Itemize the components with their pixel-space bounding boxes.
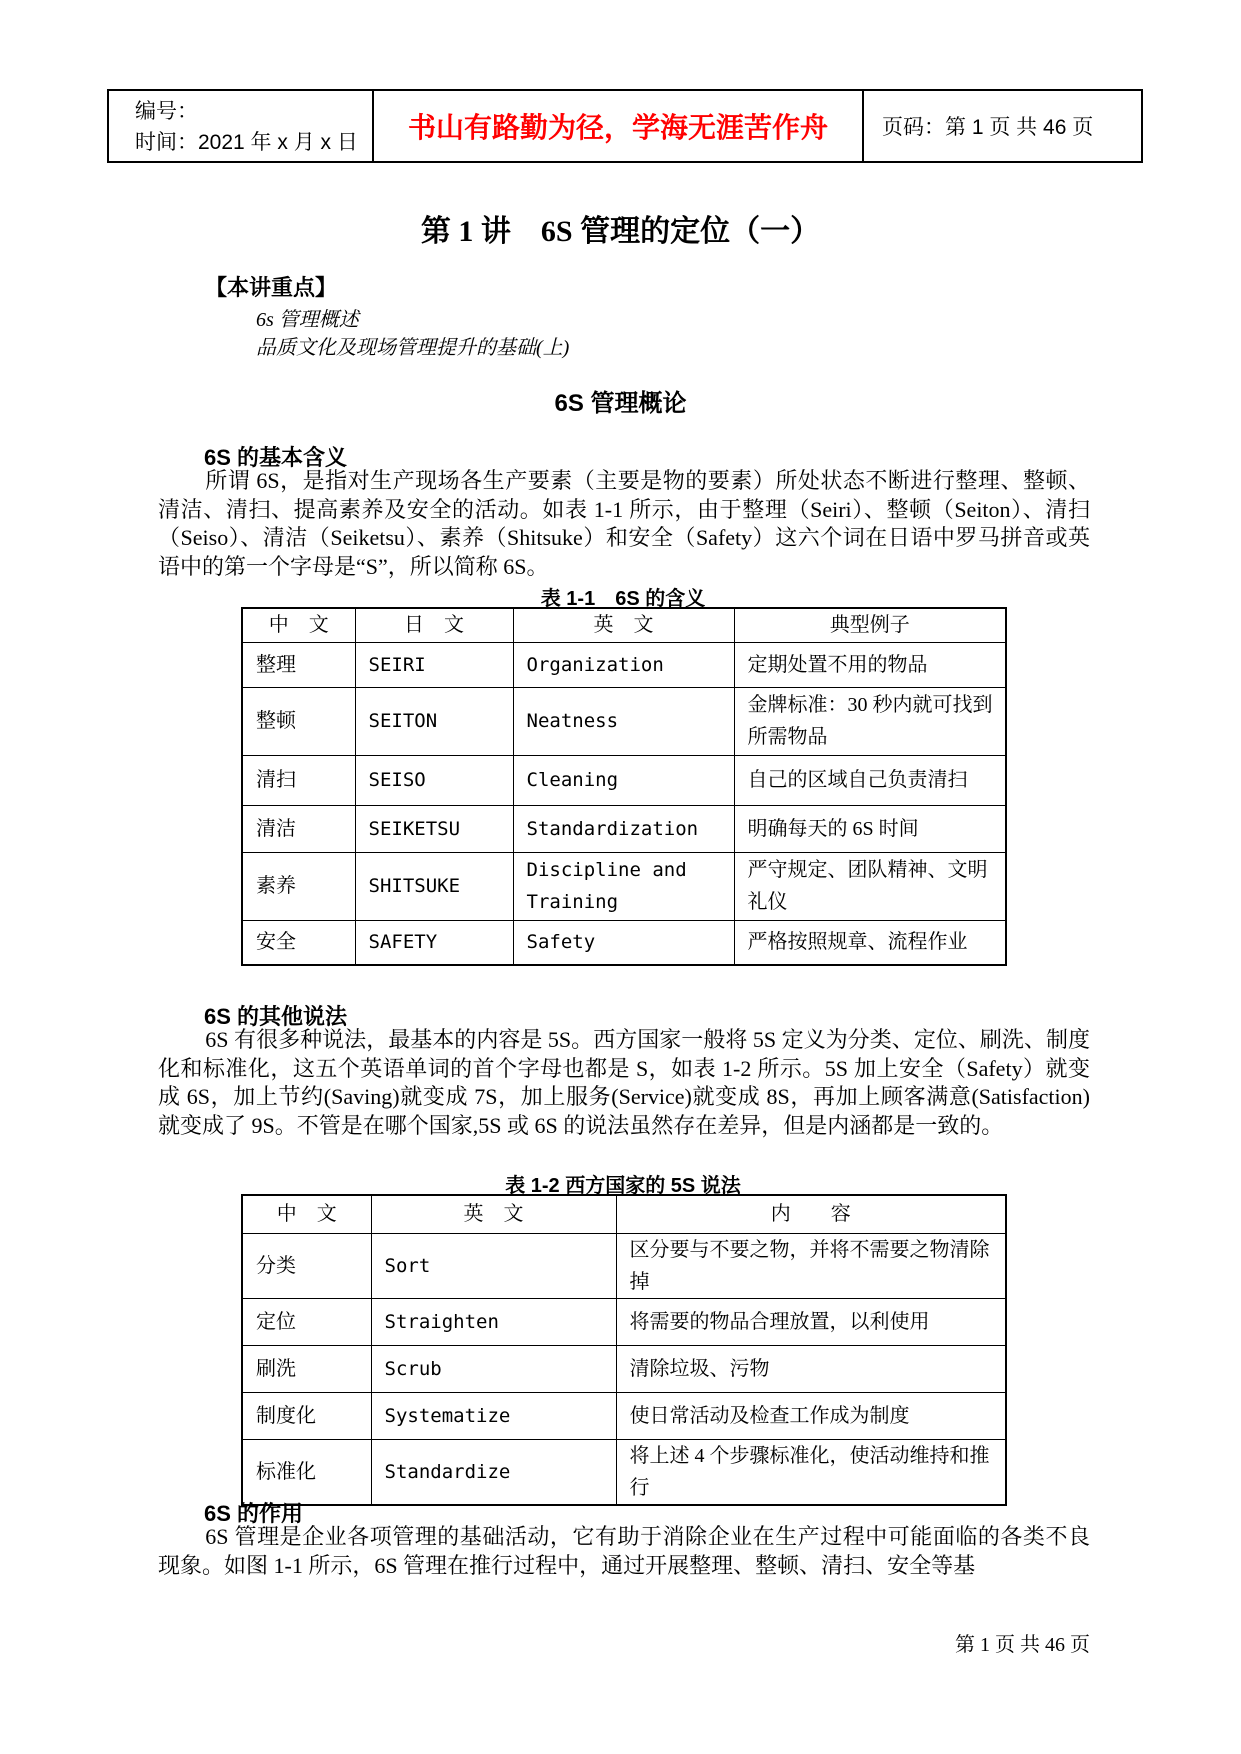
table-cell: SEITON	[355, 687, 513, 755]
table1-caption: 表 1-1 6S 的含义	[540, 588, 706, 610]
table-cell: 将上述 4 个步骤标准化，使活动维持和推行	[616, 1439, 1006, 1505]
table-cell: SEIRI	[355, 642, 513, 687]
table-cell: 严格按照规章、流程作业	[734, 920, 1006, 965]
header-slogan: 书山有路勤为径，学海无涯苦作舟	[407, 112, 828, 143]
table-row	[242, 920, 1006, 965]
table-cell: Neatness	[513, 687, 734, 755]
table-cell: Cleaning	[513, 755, 734, 805]
table-row	[242, 1439, 1006, 1505]
highlight-item: 品质文化及现场管理提升的基础(上)	[256, 337, 570, 359]
table-row	[242, 755, 1006, 805]
lecture-highlights-heading: 【本讲重点】	[205, 275, 338, 300]
table-cell: 严守规定、团队精神、文明礼仪	[734, 852, 1006, 920]
table-cell: Discipline and Training	[513, 852, 734, 920]
table-header-cell: 中 文	[242, 1195, 371, 1233]
table-cell: Organization	[513, 642, 734, 687]
table-6s-meaning	[241, 607, 1007, 966]
section-heading-basic-meaning: 6S 的基本含义	[204, 445, 348, 470]
table-header-row	[242, 608, 1006, 642]
table-row	[242, 1392, 1006, 1439]
table-header-cell: 内 容	[616, 1195, 1006, 1233]
table-cell: Standardization	[513, 805, 734, 852]
table-header-row	[242, 1195, 1006, 1233]
table-header-cell: 英 文	[513, 608, 734, 642]
table-row	[242, 805, 1006, 852]
table-cell: Standardize	[371, 1439, 616, 1505]
table-row	[242, 852, 1006, 920]
table-row	[242, 1233, 1006, 1298]
paragraph-other-sayings: 6S 有很多种说法，最基本的内容是 5S。西方国家一般将 5S 定义为分类、定位、刷洗、制度化和标准化，这五个英语单词的首个字母也都是 S，如表 1-2 所示。5S 加上安全（Safety）就变成 6S，加上节约(Saving)就变成 7S，加上服务(Service)就变成 8S，再加上顾客满意(Satisfaction)就变成了 9S。不管是在哪个国家,5S 或 6S 的说法虽然存在差异，但是内涵都是一致的。	[158, 1027, 1090, 1138]
table-cell: Sort	[371, 1233, 616, 1298]
table-cell: 分类	[242, 1233, 371, 1298]
document-title: 第 1 讲 6S 管理的定位（一）	[420, 215, 821, 248]
table-cell: 区分要与不要之物，并将不需要之物清除掉	[616, 1233, 1006, 1298]
document-header-box	[107, 89, 1143, 163]
section-heading-role: 6S 的作用	[204, 1501, 304, 1526]
table-header-cell: 典型例子	[734, 608, 1006, 642]
table-cell: 标准化	[242, 1439, 371, 1505]
table-cell: 清除垃圾、污物	[616, 1345, 1006, 1392]
section-heading-other-sayings: 6S 的其他说法	[204, 1004, 348, 1029]
table-cell: 整理	[242, 642, 355, 687]
header-page-code: 页码：第 1 页 共 46 页	[882, 116, 1094, 139]
table-cell: SAFETY	[355, 920, 513, 965]
table-cell: Scrub	[371, 1345, 616, 1392]
table-cell: 自己的区域自己负责清扫	[734, 755, 1006, 805]
table-row	[242, 1345, 1006, 1392]
table-cell: Straighten	[371, 1298, 616, 1345]
table-header-cell: 英 文	[371, 1195, 616, 1233]
doc-time-label: 时间：2021 年 x 月 x 日	[135, 131, 358, 154]
paragraph-role: 6S 管理是企业各项管理的基础活动，它有助于消除企业在生产过程中可能面临的各类不良现象。如图 1-1 所示，6S 管理在推行过程中，通过开展整理、整顿、清扫、安全等基	[158, 1524, 1090, 1578]
page-footer: 第 1 页 共 46 页	[955, 1634, 1090, 1656]
table-row	[242, 687, 1006, 755]
table-cell: 刷洗	[242, 1345, 371, 1392]
table-cell: SEISO	[355, 755, 513, 805]
highlight-item: 6s 管理概述	[256, 309, 359, 331]
table-cell: 安全	[242, 920, 355, 965]
doc-number-label: 编号：	[135, 100, 198, 123]
table-cell: SHITSUKE	[355, 852, 513, 920]
header-right-cell	[864, 91, 1141, 161]
table-row	[242, 1298, 1006, 1345]
header-left-cell	[109, 91, 374, 161]
table-cell: Safety	[513, 920, 734, 965]
table-cell: 制度化	[242, 1392, 371, 1439]
table-cell: 清洁	[242, 805, 355, 852]
table-cell: 清扫	[242, 755, 355, 805]
table-cell: 素养	[242, 852, 355, 920]
table-header-cell: 日 文	[355, 608, 513, 642]
table-cell: 将需要的物品合理放置，以利使用	[616, 1298, 1006, 1345]
table-western-5s	[241, 1194, 1007, 1506]
table-cell: 定期处置不用的物品	[734, 642, 1006, 687]
table-cell: 整顿	[242, 687, 355, 755]
table-row	[242, 642, 1006, 687]
header-middle-cell	[374, 91, 864, 161]
table-cell: Systematize	[371, 1392, 616, 1439]
table-cell: 定位	[242, 1298, 371, 1345]
table2-caption: 表 1-2 西方国家的 5S 说法	[505, 1175, 741, 1197]
paragraph-basic-meaning: 所谓 6S，是指对生产现场各生产要素（主要是物的要素）所处状态不断进行整理、整顿、清洁、清扫、提高素养及安全的活动。如表 1-1 所示，由于整理（Seiri）、整顿（Seiton）、清扫（Seiso）、清洁（Seiketsu）、素养（Shitsuke）和安全（Safety）这六个词在日语中罗马拼音或英语中的第一个字母是“S”，所以简称 6S。	[158, 468, 1090, 579]
overview-heading: 6S 管理概论	[554, 390, 687, 417]
table-header-cell: 中 文	[242, 608, 355, 642]
table-cell: SEIKETSU	[355, 805, 513, 852]
table-cell: 使日常活动及检查工作成为制度	[616, 1392, 1006, 1439]
table-cell: 明确每天的 6S 时间	[734, 805, 1006, 852]
table-cell: 金牌标准：30 秒内就可找到所需物品	[734, 687, 1006, 755]
